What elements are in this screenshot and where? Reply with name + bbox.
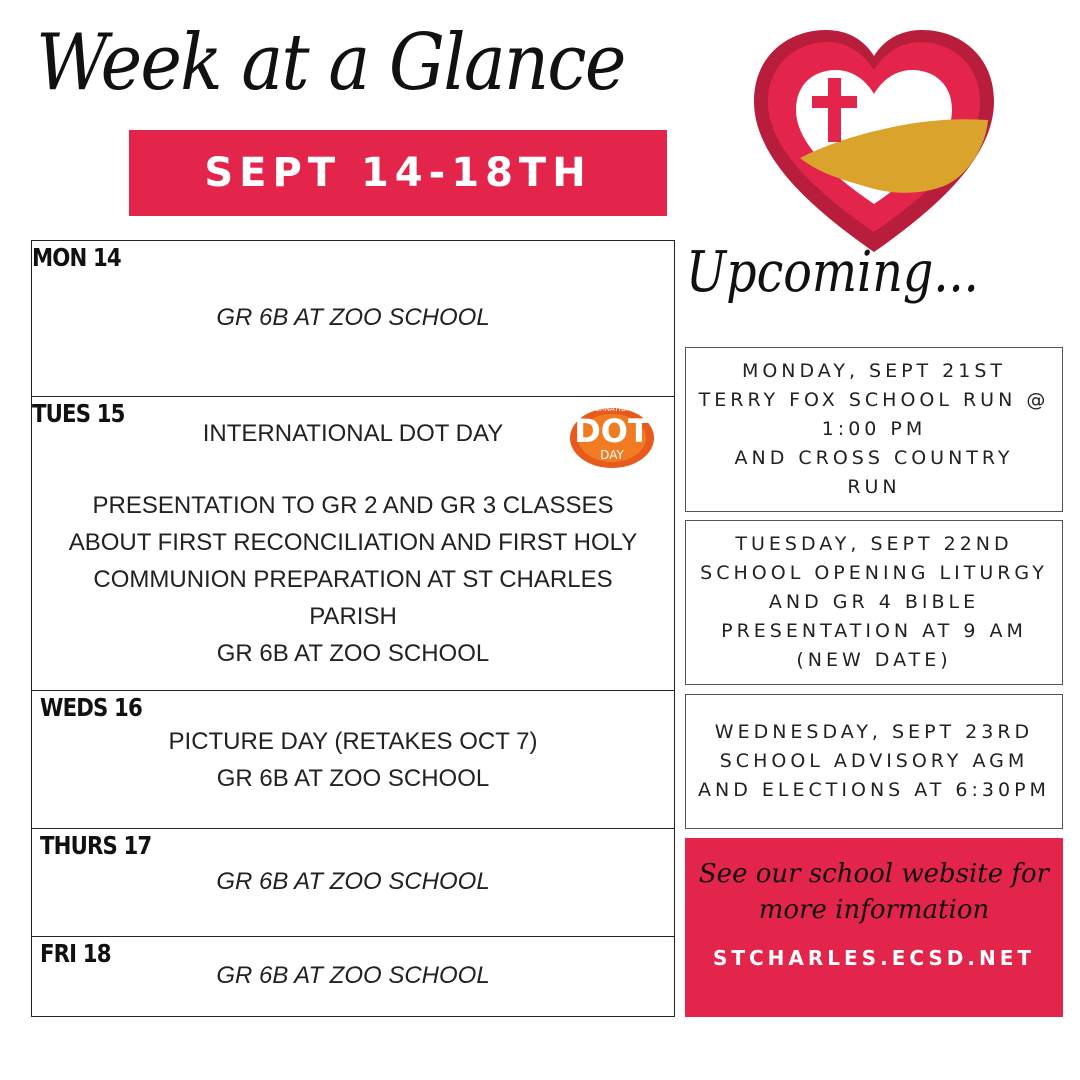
upcoming-line: PRESENTATION AT 9 AM bbox=[721, 620, 1027, 642]
upcoming-title: Upcoming... bbox=[686, 240, 979, 305]
event-text: PARISH bbox=[309, 603, 397, 630]
upcoming-line: AND GR 4 BIBLE bbox=[768, 591, 980, 613]
day-box-thurs bbox=[31, 828, 675, 937]
upcoming-line: RUN bbox=[847, 476, 901, 498]
page-title: Week at a Glance bbox=[36, 18, 625, 108]
website-box bbox=[685, 838, 1063, 1017]
day-label: MON 14 bbox=[32, 243, 121, 272]
date-range: SEPT 14-18TH bbox=[204, 150, 592, 196]
heart-cross-hand-icon bbox=[748, 26, 1000, 258]
upcoming-line: SCHOOL OPENING LITURGY bbox=[700, 562, 1048, 584]
day-box-weds bbox=[31, 690, 675, 829]
event-text: GR 6B AT ZOO SCHOOL bbox=[216, 765, 490, 792]
upcoming-line: WEDNESDAY, SEPT 23RD bbox=[714, 721, 1034, 743]
upcoming-item bbox=[685, 347, 1063, 512]
event-text: INTERNATIONAL DOT DAY bbox=[202, 420, 504, 447]
website-note bbox=[685, 856, 1063, 928]
event-text: ABOUT FIRST RECONCILIATION AND FIRST HOLY bbox=[68, 529, 638, 556]
upcoming-item bbox=[685, 694, 1063, 829]
event-text: GR 6B AT ZOO SCHOOL bbox=[216, 962, 490, 989]
event-text: COMMUNION PREPARATION AT ST CHARLES bbox=[93, 566, 613, 593]
upcoming-line: TUESDAY, SEPT 22ND bbox=[735, 533, 1013, 555]
day-box-mon bbox=[31, 240, 675, 397]
event-text: GR 6B AT ZOO SCHOOL bbox=[216, 868, 490, 895]
day-label: THURS 17 bbox=[40, 831, 152, 860]
event-text: PRESENTATION TO GR 2 AND GR 3 CLASSES bbox=[92, 492, 614, 519]
day-label: FRI 18 bbox=[40, 939, 111, 968]
dot-day-badge-top: INTERNATIONAL bbox=[583, 405, 641, 413]
upcoming-line: SCHOOL ADVISORY AGM bbox=[719, 750, 1029, 772]
event-text: GR 6B AT ZOO SCHOOL bbox=[216, 640, 490, 667]
dot-day-badge-main: DOT bbox=[574, 412, 650, 450]
upcoming-line: MONDAY, SEPT 21ST bbox=[741, 360, 1007, 382]
date-banner bbox=[129, 130, 667, 216]
website-note-line: more information bbox=[758, 895, 990, 925]
upcoming-line: TERRY FOX SCHOOL RUN @ bbox=[698, 389, 1050, 411]
website-note-line: See our school website for bbox=[698, 859, 1050, 889]
dot-day-logo bbox=[566, 402, 658, 468]
upcoming-line: 1:00 PM bbox=[821, 418, 927, 440]
upcoming-item bbox=[685, 520, 1063, 685]
upcoming-line: AND CROSS COUNTRY bbox=[734, 447, 1014, 469]
event-text: PICTURE DAY (RETAKES OCT 7) bbox=[168, 728, 538, 755]
day-label: TUES 15 bbox=[32, 399, 125, 428]
website-link[interactable]: STCHARLES.ECSD.NET bbox=[712, 946, 1036, 970]
event-text: GR 6B AT ZOO SCHOOL bbox=[216, 304, 490, 331]
upcoming-line: (NEW DATE) bbox=[796, 649, 952, 671]
day-box-fri bbox=[31, 936, 675, 1017]
day-label: WEDS 16 bbox=[40, 693, 142, 722]
upcoming-line: AND ELECTIONS AT 6:30PM bbox=[698, 779, 1050, 801]
dot-day-badge-bottom: DAY bbox=[600, 448, 624, 462]
